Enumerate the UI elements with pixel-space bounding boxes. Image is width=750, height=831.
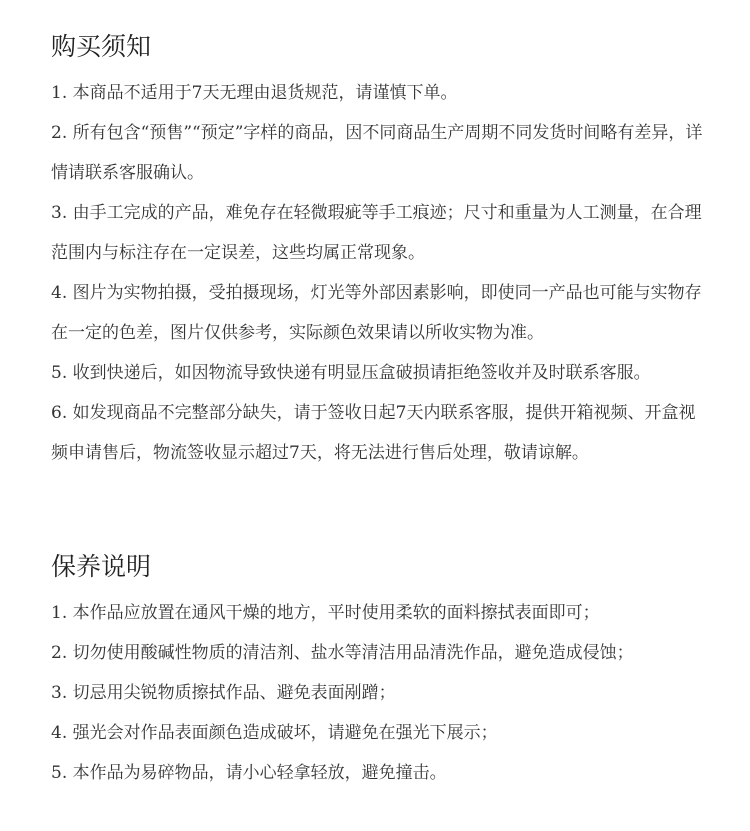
purchase-notice-section bbox=[51, 30, 711, 473]
care-instructions-title: 保养说明 bbox=[51, 552, 152, 581]
list-item bbox=[51, 633, 711, 673]
list-item bbox=[51, 193, 711, 273]
item-text: 如发现商品不完整部分缺失，请于签收日起7天内联系客服，提供开箱视频、开盒视频申请售后，物流签收显示超过7天，将无法进行售后处理，敬请谅解。 bbox=[51, 403, 696, 463]
item-number: 3. bbox=[51, 683, 73, 703]
item-number: 1. bbox=[51, 83, 73, 103]
list-item bbox=[51, 73, 711, 113]
item-text: 收到快递后，如因物流导致快递有明显压盒破损请拒绝签收并及时联系客服。 bbox=[72, 363, 651, 383]
item-number: 5. bbox=[51, 363, 73, 383]
item-number: 3. bbox=[51, 203, 73, 223]
care-instructions-list bbox=[51, 593, 711, 793]
list-item bbox=[51, 393, 711, 473]
item-text: 强光会对作品表面颜色造成破坏，请避免在强光下展示； bbox=[72, 723, 498, 743]
purchase-notice-list bbox=[51, 73, 711, 473]
item-text: 所有包含“预售”“预定”字样的商品，因不同商品生产周期不同发货时间略有差异，详情请联系客服确认。 bbox=[51, 123, 703, 183]
list-item bbox=[51, 273, 711, 353]
list-item bbox=[51, 113, 711, 193]
list-item bbox=[51, 753, 711, 793]
item-text: 切勿使用酸碱性物质的清洁剂、盐水等清洁用品清洗作品，避免造成侵蚀； bbox=[72, 643, 634, 663]
list-item bbox=[51, 713, 711, 753]
list-item bbox=[51, 673, 711, 713]
item-text: 切忌用尖锐物质擦拭作品、避免表面剐蹭； bbox=[72, 683, 396, 703]
item-number: 2. bbox=[51, 643, 73, 663]
item-text: 由手工完成的产品，难免存在轻微瑕疵等手工痕迹；尺寸和重量为人工测量，在合理范围内与标注存在一定误差，这些均属正常现象。 bbox=[51, 203, 702, 263]
list-item bbox=[51, 593, 711, 633]
item-number: 4. bbox=[51, 283, 73, 303]
item-number: 6. bbox=[51, 403, 73, 423]
item-number: 4. bbox=[51, 723, 73, 743]
item-number: 5. bbox=[51, 763, 73, 783]
item-number: 2. bbox=[51, 123, 73, 143]
item-text: 本作品为易碎物品，请小心轻拿轻放，避免撞击。 bbox=[72, 763, 447, 783]
care-instructions-section bbox=[51, 550, 711, 793]
item-text: 图片为实物拍摄，受拍摄现场，灯光等外部因素影响，即使同一产品也可能与实物存在一定的色差，图片仅供参考，实际颜色效果请以所收实物为准。 bbox=[51, 283, 702, 343]
list-item bbox=[51, 353, 711, 393]
item-text: 本商品不适用于7天无理由退货规范，请谨慎下单。 bbox=[72, 83, 458, 103]
item-number: 1. bbox=[51, 603, 73, 623]
purchase-notice-title: 购买须知 bbox=[51, 32, 152, 61]
item-text: 本作品应放置在通风干燥的地方，平时使用柔软的面料擦拭表面即可； bbox=[72, 603, 600, 623]
